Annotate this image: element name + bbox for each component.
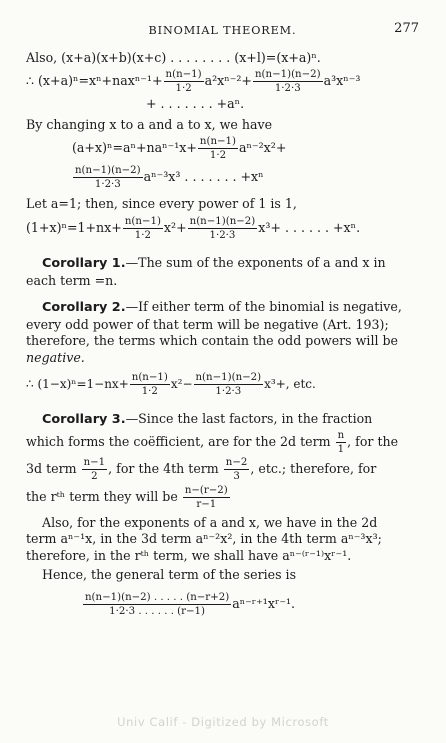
corollary-1-text: each term =n. bbox=[26, 272, 118, 288]
corollary-2 bbox=[26, 299, 419, 366]
numerator: n−1 bbox=[83, 456, 106, 468]
eq-part: ∴ (1−x)ⁿ=1−nx+ bbox=[26, 377, 129, 391]
fraction bbox=[336, 430, 347, 455]
corollary-3 bbox=[26, 411, 419, 511]
denominator: 3 bbox=[233, 470, 240, 482]
corollary-2-text: negative. bbox=[26, 349, 85, 365]
eq-part: a³xⁿ⁻³ bbox=[323, 73, 361, 88]
eq-part: aⁿ⁻ʳ⁺¹xʳ⁻¹. bbox=[232, 595, 296, 611]
eq-part: x³+ . . . . . . +xⁿ. bbox=[258, 220, 361, 235]
fraction bbox=[224, 457, 250, 482]
line-continuation: + . . . . . . . +aⁿ. bbox=[146, 96, 245, 111]
eq-part: x²− bbox=[170, 377, 193, 391]
fraction bbox=[253, 69, 323, 94]
page-number: 277 bbox=[394, 21, 419, 36]
numerator: n(n−1)(n−2) bbox=[189, 216, 256, 227]
eq-part: a²xⁿ⁻²+ bbox=[204, 73, 252, 88]
corollary-1-text: —The sum of the exponents of a and x in bbox=[125, 255, 386, 270]
denominator: 1·2 bbox=[175, 83, 192, 94]
line-by-changing: By changing x to a and a to x, we have bbox=[26, 117, 273, 132]
corollary-1-label: Corollary 1. bbox=[42, 256, 126, 271]
exponents-paragraph bbox=[26, 515, 419, 584]
numerator: n(n−1) bbox=[131, 372, 168, 383]
denominator: 1·2 bbox=[141, 386, 158, 397]
corollary-3-label: Corollary 3. bbox=[42, 412, 126, 427]
fraction bbox=[164, 69, 204, 94]
fraction bbox=[83, 592, 231, 617]
corollary-3-text: —Since the last factors, in the fraction bbox=[125, 411, 373, 426]
equation-swapped-cont bbox=[26, 165, 419, 190]
numerator: n−(r−2) bbox=[184, 484, 228, 496]
equation-expansion bbox=[26, 69, 419, 94]
watermark: Univ Calif - Digitized by Microsoft bbox=[117, 715, 329, 729]
paragraph-line: term aⁿ⁻¹x, in the 3d term aⁿ⁻²x², in the 4th term aⁿ⁻³x³; bbox=[26, 531, 382, 546]
fraction bbox=[130, 372, 170, 397]
denominator: 1 bbox=[337, 443, 345, 455]
corollary-3-text: which forms the coëfficient, are for the 2d term bbox=[26, 433, 331, 449]
line-also-product: Also, (x+a)(x+b)(x+c) . . . . . . . . (x+l)=(x+a)ⁿ. bbox=[26, 50, 321, 65]
numerator: n(n−1)(n−2) bbox=[75, 165, 141, 176]
numerator: n(n−1) bbox=[165, 69, 202, 80]
numerator: n(n−1)(n−2) . . . . . (n−r+2) bbox=[85, 591, 230, 603]
numerator: n(n−1)(n−2) bbox=[254, 69, 321, 80]
corollary-3-text: , etc.; therefore, for bbox=[250, 460, 377, 476]
denominator: 1·2 bbox=[209, 150, 227, 161]
numerator: n(n−1)(n−2) bbox=[195, 372, 262, 383]
fraction bbox=[188, 216, 258, 241]
paragraph-line: therefore, in the rᵗʰ term, we shall have aⁿ⁻⁽ʳ⁻¹⁾xʳ⁻¹. bbox=[26, 547, 352, 563]
corollary-3-text: 3d term bbox=[26, 460, 77, 476]
eq-part: (a+x)ⁿ=aⁿ+naⁿ⁻¹x+ bbox=[72, 140, 197, 155]
equation-swapped bbox=[26, 136, 419, 161]
corollary-3-text: the rᵗʰ term they will be bbox=[26, 488, 178, 504]
fraction bbox=[73, 165, 143, 190]
eq-part: aⁿ⁻³x³ . . . . . . . +xⁿ bbox=[143, 169, 264, 184]
denominator: r−1 bbox=[196, 498, 217, 510]
book-page bbox=[26, 20, 419, 617]
eq-part: x²+ bbox=[163, 220, 187, 235]
fraction bbox=[123, 216, 163, 241]
corollary-2-text: —If either term of the binomial is negative, bbox=[125, 299, 402, 314]
denominator: 2 bbox=[91, 470, 98, 482]
numerator: n(n−1) bbox=[124, 216, 161, 227]
fraction bbox=[82, 457, 108, 482]
numerator: n(n−1) bbox=[199, 136, 237, 147]
eq-part: aⁿ⁻²x²+ bbox=[239, 140, 287, 155]
fraction bbox=[194, 372, 264, 397]
corollary-2-text: therefore, the terms which contain the odd powers will be bbox=[26, 333, 399, 348]
fraction bbox=[183, 485, 230, 510]
denominator: 1·2·3 bbox=[274, 83, 301, 94]
corollary-2-text: every odd power of that term will be negative (Art. 193); bbox=[26, 316, 389, 332]
denominator: 1·2·3 bbox=[94, 179, 121, 190]
eq-part: x³+, etc. bbox=[264, 377, 316, 391]
denominator: 1·2·3 bbox=[209, 230, 236, 241]
fraction bbox=[198, 136, 238, 161]
eq-part: (1+x)ⁿ=1+nx+ bbox=[26, 220, 122, 235]
numerator: n bbox=[337, 429, 345, 441]
paragraph-line: Hence, the general term of the series is bbox=[42, 567, 297, 582]
paragraph-line: Also, for the exponents of a and x, we have in the 2d bbox=[42, 514, 378, 530]
numerator: n−2 bbox=[225, 456, 248, 468]
corollary-3-text: , for the 4th term bbox=[108, 460, 219, 476]
corollary-3-text: , for the bbox=[347, 433, 399, 449]
page-header bbox=[26, 20, 419, 38]
equation-one-minus-x bbox=[26, 372, 419, 397]
equation-general-term bbox=[26, 592, 419, 617]
running-head: BINOMIAL THEOREM. bbox=[148, 24, 297, 37]
equation-one-plus-x bbox=[26, 216, 419, 241]
line-let-a-one: Let a=1; then, since every power of 1 is 1, bbox=[26, 196, 297, 211]
corollary-1 bbox=[26, 255, 419, 289]
corollary-2-label: Corollary 2. bbox=[42, 300, 126, 315]
eq-part: ∴ (x+a)ⁿ=xⁿ+naxⁿ⁻¹+ bbox=[26, 73, 163, 88]
denominator: 1·2 bbox=[134, 230, 151, 241]
denominator: 1·2·3 bbox=[215, 386, 242, 397]
denominator: 1·2·3 . . . . . . (r−1) bbox=[109, 605, 206, 617]
